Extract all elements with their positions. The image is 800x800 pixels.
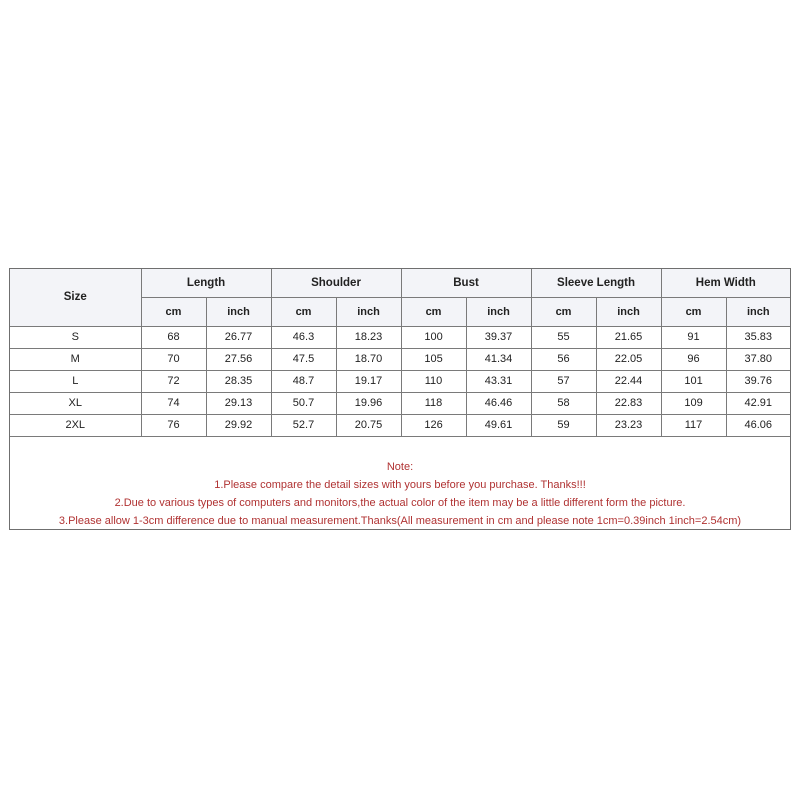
unit-header-inch: inch xyxy=(466,297,531,326)
hem-width-header: Hem Width xyxy=(661,269,790,297)
unit-header-cm: cm xyxy=(141,297,206,326)
measurement-cell: 42.91 xyxy=(726,392,790,414)
unit-header-cm: cm xyxy=(661,297,726,326)
measurement-cell: 50.7 xyxy=(271,392,336,414)
measurement-cell: 68 xyxy=(141,326,206,348)
measurement-cell: 96 xyxy=(661,348,726,370)
unit-header-cm: cm xyxy=(401,297,466,326)
table-row xyxy=(10,392,790,414)
measurement-cell: 109 xyxy=(661,392,726,414)
measurement-cell: 46.06 xyxy=(726,414,790,436)
shoulder-header: Shoulder xyxy=(271,269,401,297)
size-column-header: Size xyxy=(10,269,141,326)
size-chart xyxy=(9,268,791,530)
unit-header-cm: cm xyxy=(271,297,336,326)
size-cell: XL xyxy=(10,392,141,414)
size-cell: L xyxy=(10,370,141,392)
table-row xyxy=(10,370,790,392)
measurement-cell: 39.76 xyxy=(726,370,790,392)
sleeve-length-header: Sleeve Length xyxy=(531,269,661,297)
measurement-cell: 49.61 xyxy=(466,414,531,436)
size-cell: M xyxy=(10,348,141,370)
measurement-cell: 100 xyxy=(401,326,466,348)
measurement-cell: 55 xyxy=(531,326,596,348)
size-table xyxy=(10,269,790,437)
measurement-cell: 91 xyxy=(661,326,726,348)
measurement-cell: 105 xyxy=(401,348,466,370)
measurement-cell: 20.75 xyxy=(336,414,401,436)
measurement-cell: 27.56 xyxy=(206,348,271,370)
note-line-3: 3.Please allow 1-3cm difference due to manual measurement.Thanks(All measurement in cm and please note 1cm=0.39inch 1inch=2.54cm) xyxy=(58,515,742,527)
measurement-cell: 101 xyxy=(661,370,726,392)
measurement-cell: 29.13 xyxy=(206,392,271,414)
measurement-cell: 57 xyxy=(531,370,596,392)
size-cell: 2XL xyxy=(10,414,141,436)
measurement-cell: 59 xyxy=(531,414,596,436)
group-header-row xyxy=(10,269,790,297)
measurement-cell: 21.65 xyxy=(596,326,661,348)
table-row xyxy=(10,326,790,348)
measurement-cell: 26.77 xyxy=(206,326,271,348)
note-line-1: 1.Please compare the detail sizes with yours before you purchase. Thanks!!! xyxy=(214,479,586,491)
measurement-cell: 70 xyxy=(141,348,206,370)
measurement-cell: 72 xyxy=(141,370,206,392)
measurement-cell: 18.23 xyxy=(336,326,401,348)
measurement-cell: 19.17 xyxy=(336,370,401,392)
measurement-cell: 117 xyxy=(661,414,726,436)
measurement-cell: 43.31 xyxy=(466,370,531,392)
measurement-cell: 29.92 xyxy=(206,414,271,436)
measurement-cell: 76 xyxy=(141,414,206,436)
measurement-cell: 46.46 xyxy=(466,392,531,414)
measurement-cell: 110 xyxy=(401,370,466,392)
unit-header-cm: cm xyxy=(531,297,596,326)
measurement-cell: 46.3 xyxy=(271,326,336,348)
table-row xyxy=(10,348,790,370)
measurement-cell: 37.80 xyxy=(726,348,790,370)
measurement-cell: 56 xyxy=(531,348,596,370)
note-title: Note: xyxy=(386,461,414,473)
measurement-cell: 52.7 xyxy=(271,414,336,436)
unit-header-inch: inch xyxy=(726,297,790,326)
measurement-cell: 74 xyxy=(141,392,206,414)
measurement-cell: 22.05 xyxy=(596,348,661,370)
table-body xyxy=(10,326,790,436)
measurement-cell: 35.83 xyxy=(726,326,790,348)
unit-header-inch: inch xyxy=(206,297,271,326)
measurement-cell: 22.83 xyxy=(596,392,661,414)
size-cell: S xyxy=(10,326,141,348)
unit-header-inch: inch xyxy=(336,297,401,326)
measurement-cell: 19.96 xyxy=(336,392,401,414)
measurement-cell: 28.35 xyxy=(206,370,271,392)
bust-header: Bust xyxy=(401,269,531,297)
notes-section xyxy=(10,433,790,529)
note-line-2: 2.Due to various types of computers and monitors,the actual color of the item may be a little different form the picture. xyxy=(114,497,686,509)
measurement-cell: 18.70 xyxy=(336,348,401,370)
measurement-cell: 23.23 xyxy=(596,414,661,436)
length-header: Length xyxy=(141,269,271,297)
measurement-cell: 48.7 xyxy=(271,370,336,392)
unit-header-inch: inch xyxy=(596,297,661,326)
measurement-cell: 118 xyxy=(401,392,466,414)
measurement-cell: 41.34 xyxy=(466,348,531,370)
measurement-cell: 58 xyxy=(531,392,596,414)
measurement-cell: 22.44 xyxy=(596,370,661,392)
measurement-cell: 126 xyxy=(401,414,466,436)
measurement-cell: 39.37 xyxy=(466,326,531,348)
measurement-cell: 47.5 xyxy=(271,348,336,370)
